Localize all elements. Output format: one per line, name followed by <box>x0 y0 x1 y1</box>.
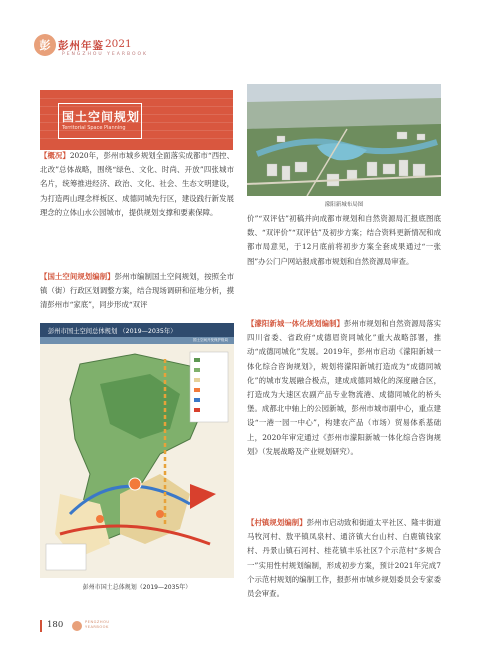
section-title: 国土空间规划 <box>62 110 141 124</box>
paragraph-text: 彭州市启动致和街道太平社区、隆丰街道马牧河村、敖平镇凤泉村、通济镇大台山村、白鹿镇钱家村、丹景山镇石河村、桂花镇丰乐社区7个示范村“多规合一”实用性村规划编制，形成初步方案，预计2021年完成7个示范村规划的编制工作，报彭州市城乡规划委员会专家委员会审查。 <box>247 518 441 599</box>
paragraph-mengyang-plan <box>247 317 441 459</box>
footer-label-line1: PENGZHOU <box>85 620 110 624</box>
city-center-marker <box>129 478 141 490</box>
page-number: 180 <box>47 620 64 630</box>
paragraph-text: 2020年，彭州市城乡规划全面落实成都市“西控、北改”总体战略，围绕“绿色、文化、时尚、开放”四张城市名片，统筹推进经济、政治、文化、社会、生态文明建设，为打造两山理念样板区、成德同城先行区，建设践行新发展理念的立体山水公园城市，提供规划支撑和要素保障。 <box>40 151 234 217</box>
map-graphic <box>40 344 234 578</box>
paragraph-text: 彭州市编制国土空间规划，按照全市镇（街）行政区划调整方案，结合现场调研和征地分析，摸清彭州市“家底”，同步形成“双评 <box>40 272 234 310</box>
footer-seal-icon <box>72 621 82 631</box>
map-subheader-title: 国土空间开发保护格局 <box>193 338 228 342</box>
mengyang-new-city-aerial-photo <box>247 84 441 196</box>
yearbook-seal-logo: 彭 <box>34 34 56 56</box>
paragraph-tag: 【濛阳新城一体化规划编制】 <box>247 319 345 328</box>
master-plan-map <box>40 323 234 578</box>
yearbook-title: 彭州年鉴 <box>58 40 104 52</box>
section-title-en: Territorial Space Planning <box>62 125 126 131</box>
paragraph-text: 彭州市规划和自然资源局落实四川省委、省政府“成德眉资同城化”重大战略部署，推动“成德同城化”发展。2019年，彭州市启动《濛阳新城一体化综合咨询规划》，规划将濛阳新城打造成为“成德同城化”的城市发展融合极点，建成成德同城化的深度融合区，打造成为大速区农副产品专业物流港、成德同城化的桥头堡。成都北中轴上的公园新城，彭州市城市副中心，重点建设“一港一园一中心”，构建农产品（市场）贸易体系基础上，2020年审定通过《彭州市濛阳新城一体化综合咨询规划》（发展战略及产业规划研究）。 <box>247 319 441 456</box>
section-banner <box>40 90 233 150</box>
photo-graphic <box>247 84 441 196</box>
map-header-title: 彭州市国土空间总体规划 （2019—2035年） <box>48 328 177 335</box>
paragraph-territorial-plan-cont <box>247 212 441 269</box>
paragraph-tag: 【国土空间规划编制】 <box>40 272 115 281</box>
map-caption: 彭州市国土总体规划（2019—2035年） <box>82 584 192 591</box>
paragraph-text: 价”“双评估”初稿并向成都市规划和自然资源局汇报底图底数、“双评价”“双评估”及初步方案；结合资料更新情况和成都市局意见，于12月底前将初步方案全套成果通过“一张图”办公门户网站报成都市规划和自然资源局审查。 <box>247 214 441 266</box>
page-number-marker <box>40 620 42 632</box>
map-inset-legend <box>46 544 86 570</box>
paragraph-territorial-plan <box>40 270 234 313</box>
paragraph-tag: 【概况】 <box>40 151 70 160</box>
photo-caption: 濛阳新城布局图 <box>324 202 364 208</box>
paragraph-village-plan <box>247 516 441 601</box>
map-header-bar <box>40 323 234 337</box>
paragraph-tag: 【村镇规划编制】 <box>247 518 307 527</box>
yearbook-subtitle: PENGZHOU YEARBOOK <box>62 52 148 57</box>
yearbook-year: 2021 <box>105 38 132 50</box>
footer-label-line2: YEARBOOK <box>85 625 109 629</box>
paragraph-overview <box>40 149 234 220</box>
footer-label <box>85 620 110 630</box>
map-subheader-bar <box>40 337 234 344</box>
